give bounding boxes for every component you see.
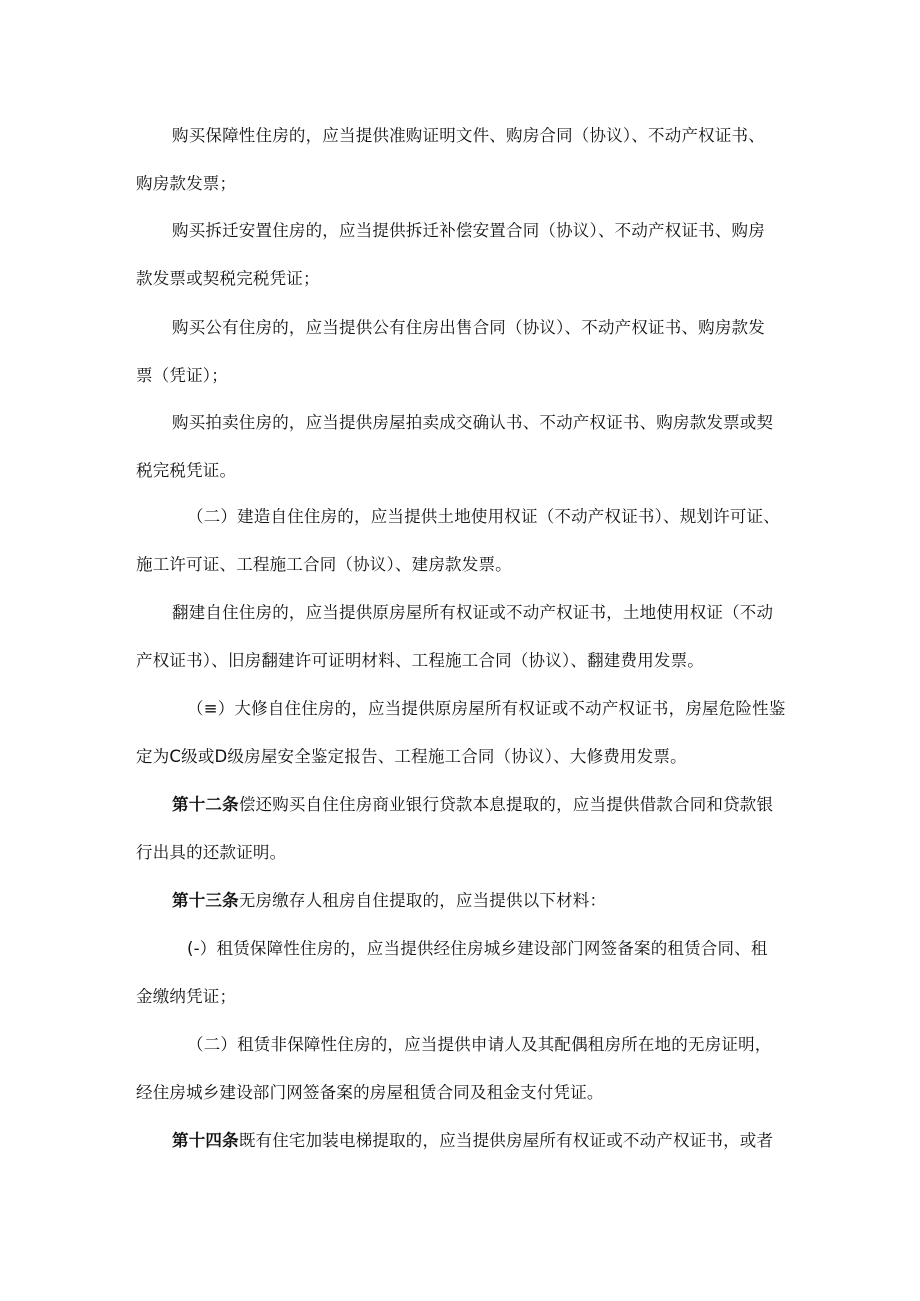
paragraph-line: （≡）大修自住住房的，应当提供原房屋所有权证或不动产权证书，房屋危险性鉴 [187, 699, 786, 718]
paragraph-line: 购买拆迁安置住房的，应当提供拆迁补偿安置合同（协议）、不动产权证书、购房 [172, 221, 765, 240]
article-number: 第十二条 [172, 795, 239, 814]
article-number: 第十三条 [172, 891, 239, 910]
article-text: 偿还购买自住住房商业银行贷款本息提取的，应当提供借款合同和贷款银 [238, 795, 774, 814]
article-text: 既有住宅加装电梯提取的，应当提供房屋所有权证或不动产权证书，或者 [238, 1131, 774, 1150]
article-line [172, 889, 606, 913]
paragraph-line: 票（凭证）； [136, 366, 228, 385]
article-line [172, 1129, 773, 1153]
paragraph-line: 翻建自住住房的，应当提供原房屋所有权证或不动产权证书，土地使用权证（不动 [172, 603, 774, 622]
article-line [172, 793, 773, 817]
article-text: 无房缴存人租房自住提取的，应当提供以下材料： [238, 891, 607, 910]
paragraph-line: 金缴纳凭证； [136, 987, 237, 1006]
paragraph-line: （二）建造自住住房的，应当提供土地使用权证（不动产权证书）、规划许可证、 [187, 507, 780, 526]
paragraph-line: 款发票或契税完税凭证； [136, 269, 320, 288]
paragraph-line: 购买保障性住房的，应当提供准购证明文件、购房合同（协议）、不动产权证书、 [172, 126, 765, 145]
paragraph-line: 施工许可证、工程施工合同（协议）、建房款发票。 [136, 555, 512, 574]
article-number: 第十四条 [172, 1131, 239, 1150]
paragraph-line: 购房款发票； [136, 174, 237, 193]
paragraph-line: 行出具的还款证明。 [136, 843, 287, 862]
paragraph-line: （二）租赁非保障性住房的，应当提供申请人及其配偶租房所在地的无房证明， [187, 1035, 772, 1054]
paragraph-line: (-）租赁保障性住房的，应当提供经住房城乡建设部门网签备案的租赁合同、租 [187, 939, 768, 958]
paragraph-line: 定为C级或D级房屋安全鉴定报告、工程施工合同（协议）、大修费用发票。 [136, 747, 687, 766]
paragraph-line: 产权证书）、旧房翻建许可证明材料、工程施工合同（协议）、翻建费用发票。 [136, 651, 704, 670]
paragraph-line: 税完税凭证。 [136, 461, 237, 480]
paragraph-line: 购买拍卖住房的，应当提供房屋拍卖成交确认书、不动产权证书、购房款发票或契 [172, 413, 774, 432]
paragraph-line: 经住房城乡建设部门网签备案的房屋租赁合同及租金支付凭证。 [136, 1083, 604, 1102]
paragraph-line: 购买公有住房的，应当提供公有住房出售合同（协议）、不动产权证书、购房款发 [172, 318, 765, 337]
